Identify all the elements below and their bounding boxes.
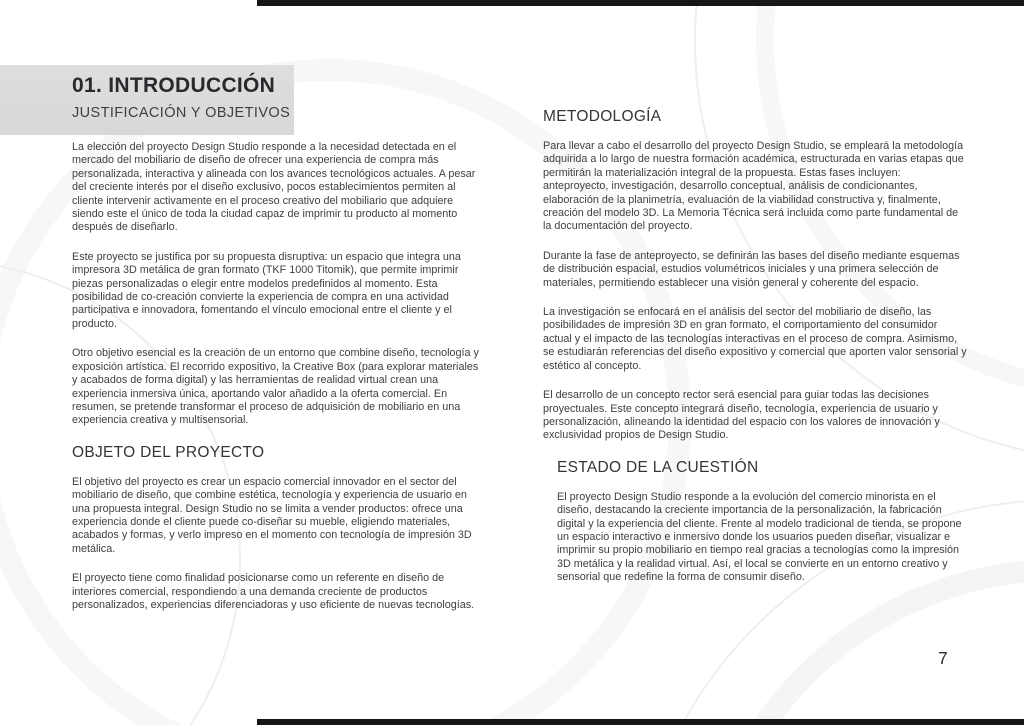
right-column	[543, 108, 967, 601]
section-heading-metodologia: METODOLOGÍA	[543, 108, 662, 125]
left-column	[72, 141, 482, 628]
paragraph: Para llevar a cabo el desarrollo del proyecto Design Studio, se empleará la metodología adquirida a lo largo de nuestra formación académica, estructurada en varias etapas que permitirán la materialización integral de la propuesta. Estas fases incluyen: anteproyecto, investigación, desarrollo conceptual, análisis de condicionantes, elaboración de la planimetría, evaluación de la viabilidad constructiva y, finalmente, creación del modelo 3D. La Memoria Técnica será incluida como parte fundamental de la documentación del proyecto.	[543, 140, 964, 233]
section-heading-objeto-del-proyecto: OBJETO DEL PROYECTO	[72, 443, 265, 461]
paragraph: Este proyecto se justifica por su propuesta disruptiva: un espacio que integra una impresora 3D metálica de gran formato (TKF 1000 Titomik), que permite imprimir piezas personalizadas o elegir entre modelos predefinidos al momento. Esta posibilidad de co-creación convierte la experiencia de compra en una actividad participativa e innovadora, fomentando el vínculo emocional entre el cliente y el producto.	[72, 250, 461, 330]
section-heading-estado-de-la-cuestion: ESTADO DE LA CUESTIÓN	[557, 458, 759, 476]
chapter-subtitle: JUSTIFICACIÓN Y OBJETIVOS	[72, 105, 291, 121]
top-edge-bar	[257, 0, 1024, 6]
bottom-edge-bar	[257, 719, 1024, 725]
paragraph: La elección del proyecto Design Studio responde a la necesidad detectada en el mercado del mobiliario de diseño de ofrecer una experiencia de compra más personalizada, interactiva y alineada con los avances tecnológicos actuales. A pesar del creciente interés por el diseño exclusivo, pocos establecimientos permiten al cliente intervenir activamente en el proceso creativo del mobiliario que adquiere siendo este el único de toda la ciudad capaz de imprimir tu producto al momento después de diseñarlo.	[72, 141, 476, 234]
paragraph: Otro objetivo esencial es la creación de un entorno que combine diseño, tecnología y exposición artística. El recorrido expositivo, la Creative Box (para explorar materiales y acabados de forma digital) y las herramientas de realidad virtual crean una experiencia inmersiva única, aportando valor añadido a la oferta comercial. En resumen, se pretende transformar el proceso de adquisición de mobiliario en una experiencia creativa y multisensorial.	[72, 347, 479, 427]
estado-section	[557, 459, 967, 585]
paragraph: El proyecto tiene como finalidad posicionarse como un referente en diseño de interiores comercial, respondiendo a una demanda creciente de productos personalizados, experiencias diferenciadoras y uso eficiente de nuevas tecnologías.	[72, 572, 475, 611]
paragraph: El proyecto Design Studio responde a la evolución del comercio minorista en el diseño, destacando la creciente importancia de la personalización, la fabricación digital y la experiencia del cliente. Frente al modelo tradicional de tienda, se propone un espacio interactivo e inmersivo donde los usuarios pueden diseñar, visualizar e imprimir su propio mobiliario en tiempo real gracias a tecnologías como la impresión 3D metálica y la realidad virtual. Así, el local se convierte en un entorno creativo y sensorial que redefine la forma de consumir diseño.	[557, 490, 962, 584]
paragraph: El desarrollo de un concepto rector será esencial para guiar todas las decisiones proyectuales. Este concepto integrará diseño, tecnología, experiencia de usuario y personalización, alineando la identidad del espacio con los valores de innovación y exclusividad propios de Design Studio.	[543, 389, 940, 442]
page-number: 7	[938, 648, 948, 668]
paragraph: El objetivo del proyecto es crear un espacio comercial innovador en el sector del mobiliario de diseño, que combine estética, tecnología y experiencia de usuario en una propuesta integral. Design Studio no se limita a vender productos: ofrece una experiencia donde el cliente puede co-diseñar su mueble, eligiendo materiales, acabados y formas, y verlo impreso en el momento con tecnología de impresión 3D metálica.	[72, 475, 472, 555]
paragraph: Durante la fase de anteproyecto, se definirán las bases del diseño mediante esquemas de distribución espacial, estudios volumétricos iniciales y una primera selección de materiales, permitiendo establecer una visión general y coherente del espacio.	[543, 249, 960, 289]
paragraph: La investigación se enfocará en el análisis del sector del mobiliario de diseño, las posibilidades de impresión 3D en gran formato, el comportamiento del consumidor actual y el impacto de las tecnologías interactivas en el proceso de compra. Asimismo, se estudiarán referencias del diseño expositivo y comercial que aporten valor sensorial y estético al concepto.	[543, 306, 967, 372]
chapter-banner	[0, 65, 294, 135]
chapter-title: 01. INTRODUCCIÓN	[72, 74, 276, 97]
